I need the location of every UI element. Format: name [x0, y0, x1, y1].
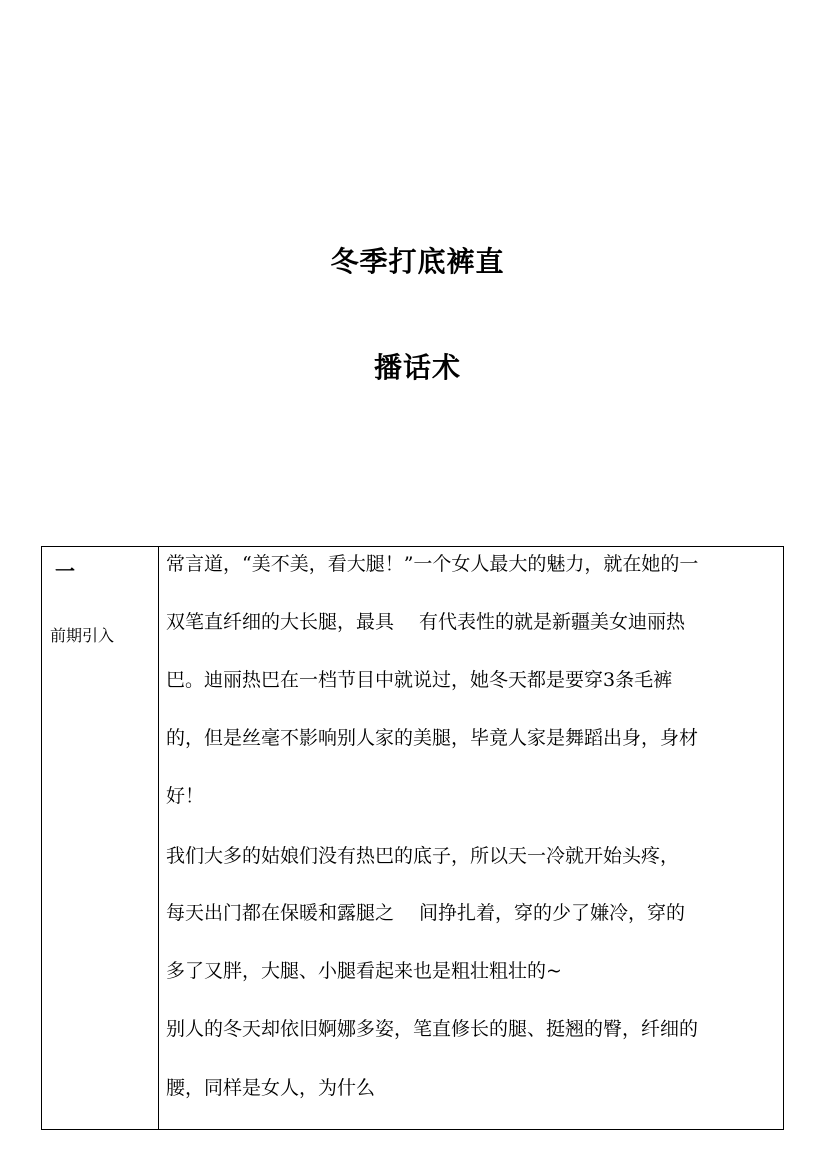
content-line: 多了又胖，大腿、小腿看起来也是粗壮粗壮的~	[166, 960, 562, 982]
content-line: 双笔直纤细的大长腿，最具 有代表性的就是新疆美女迪丽热	[166, 611, 686, 633]
section-label: 前期引入	[50, 626, 115, 645]
content-line: 好！	[166, 785, 205, 807]
content-line: 我们大多的姑娘们没有热巴的底子，所以天一冷就开始头疼，	[166, 845, 680, 867]
content-line: 的，但是丝毫不影响别人家的美腿，毕竟人家是舞蹈出身，身材	[166, 727, 699, 749]
content-line: 腰，同样是女人，为什么	[166, 1077, 376, 1099]
script-table	[41, 546, 784, 1130]
section-number: 一	[55, 559, 75, 583]
column-divider	[158, 547, 159, 1129]
document-title-line-1: 冬季打底裤直	[330, 245, 505, 278]
content-line: 巴。迪丽热巴在一档节目中就说过，她冬天都是要穿3条毛裤	[166, 669, 673, 691]
content-line: 常言道，“美不美，看大腿！”一个女人最大的魅力，就在她的一	[166, 553, 699, 575]
content-line: 每天出门都在保暖和露腿之 间挣扎着，穿的少了嫌冷，穿的	[166, 902, 686, 924]
content-line: 别人的冬天却依旧婀娜多姿，笔直修长的腿、挺翘的臀，纤细的	[166, 1018, 699, 1040]
document-title-line-2: 播话术	[373, 351, 461, 384]
